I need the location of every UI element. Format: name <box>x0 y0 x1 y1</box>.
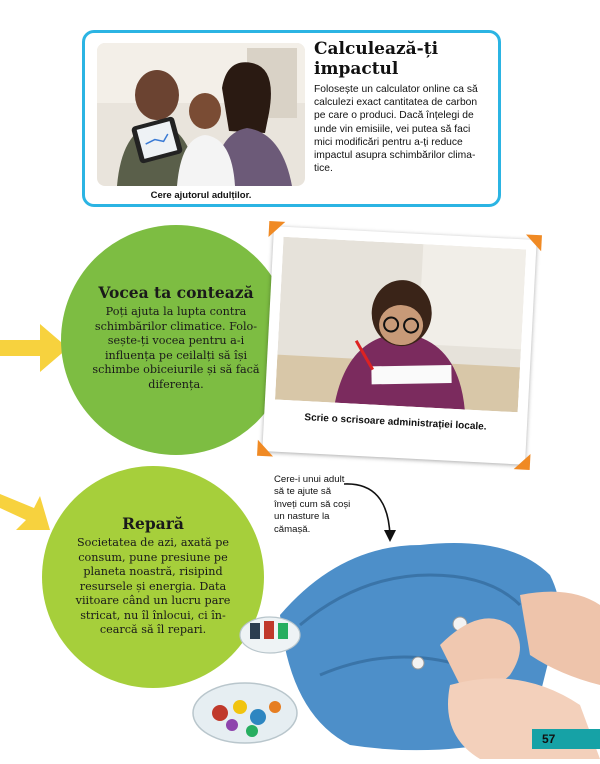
note-line: înveți cum să coși <box>274 498 351 510</box>
corner-tab <box>268 221 285 238</box>
yellow-arrow-icon <box>0 318 70 378</box>
voice-circle <box>61 225 291 455</box>
body-line: viitoare când un lucru pare <box>75 594 231 607</box>
impact-title <box>314 39 494 79</box>
body-line: impactul asupra schimbărilor clima- <box>314 150 476 162</box>
impact-title-line: Calculează-ți <box>314 39 439 59</box>
page-number-tab <box>532 729 600 749</box>
writing-girl-polaroid <box>262 226 536 464</box>
body-line: Poți ajuta la lupta contra <box>105 305 247 318</box>
body-line: cearcă să îl repari. <box>99 623 207 636</box>
body-line: planeta noastră, risipind <box>83 565 223 578</box>
body-line: stricat, nu îl înlocui, ci în- <box>80 608 226 622</box>
body-line: resursele și energia. Data <box>79 579 227 593</box>
body-line: influența pe ceilalți să își <box>104 348 248 362</box>
note-line: Cere-i unui adult <box>274 474 345 485</box>
voice-body-text <box>79 305 273 392</box>
body-line: diferența. <box>148 377 204 391</box>
body-line: mici modificări pentru a-ți reduce <box>314 136 463 148</box>
page-number: 57 <box>542 732 556 746</box>
body-line: schimbărilor climatice. Folo- <box>94 319 258 333</box>
body-line: unde vin emisiile, vei putea să faci <box>314 123 471 135</box>
girl-writing-photo <box>275 237 526 412</box>
sewing-button-photo <box>190 535 600 759</box>
family-photo-caption: Cere ajutorul adulților. <box>150 190 252 201</box>
corner-tab <box>257 440 274 457</box>
body-line: pe care o produci. Dacă înțelegi de <box>314 110 474 122</box>
polaroid-caption: Scrie o scrisoare administrației locale. <box>304 412 487 433</box>
repair-title: Repară <box>122 514 184 533</box>
body-line: Societatea de azi, axată pe <box>76 536 230 549</box>
body-line: Folosește un calculator online ca să <box>314 84 478 95</box>
family-tablet-photo <box>97 43 305 186</box>
impact-body-text <box>314 83 494 175</box>
corner-tab <box>525 234 542 251</box>
impact-title-line: impactul <box>314 59 399 79</box>
corner-tab <box>514 453 531 470</box>
body-line: tice. <box>314 163 333 175</box>
impact-info-box <box>82 30 501 207</box>
note-line: un nasture la <box>274 511 330 523</box>
voice-title: Vocea ta contează <box>98 283 254 302</box>
body-line: calculezi exact cantitatea de carbon <box>314 97 478 109</box>
body-line: sește-ți vocea pentru a-i <box>107 334 245 347</box>
note-line: cămașă. <box>274 523 311 535</box>
body-line: consum, pune presiune pe <box>78 550 228 564</box>
body-line: schimbe obiceiurile și să facă <box>92 363 260 376</box>
note-line: să te ajute să <box>274 486 332 498</box>
